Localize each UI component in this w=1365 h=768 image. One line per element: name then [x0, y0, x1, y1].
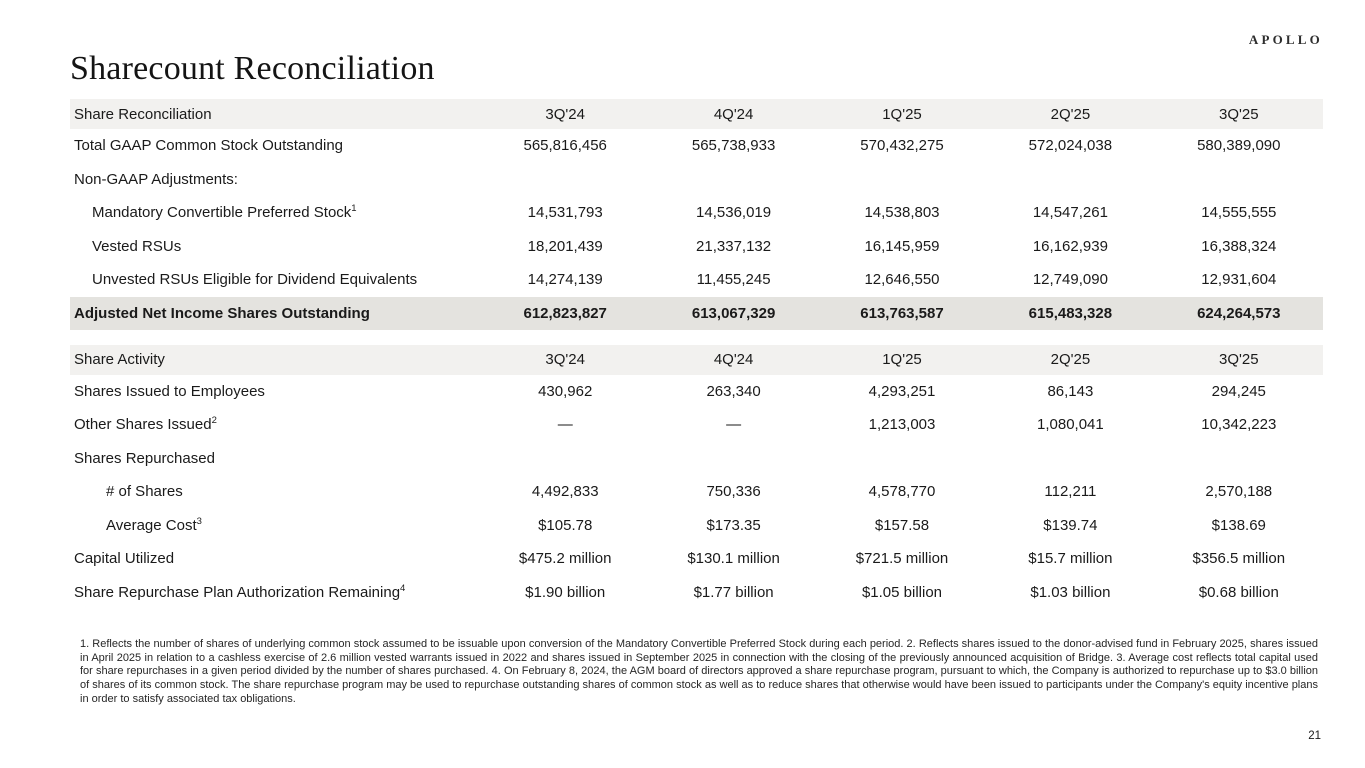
page-title: Sharecount Reconciliation [70, 50, 435, 87]
row-label [70, 137, 481, 154]
row-label-text: Vested RSUs [92, 237, 182, 255]
footnote-reference: 3 [196, 515, 202, 527]
column-header: 2Q'25 [1050, 105, 1091, 123]
column-header: 3Q'24 [545, 105, 585, 123]
column-header: 3Q'25 [1219, 351, 1259, 368]
column-header: 4Q'24 [713, 105, 754, 123]
cell-value: 572,024,038 [1028, 137, 1113, 155]
cell-value: 10,342,223 [1201, 416, 1277, 434]
tables-container [70, 99, 1323, 609]
cell-value: 4,492,833 [531, 483, 599, 501]
cell-value: — [726, 416, 742, 434]
row-label-text: Other Shares Issued [74, 416, 212, 434]
row-label-text: Shares Repurchased [74, 449, 215, 467]
cell-value: $173.35 [706, 516, 761, 534]
table-row [70, 576, 1323, 610]
data-table [70, 99, 1323, 330]
cell-value: $139.74 [1043, 516, 1098, 534]
column-header: 3Q'24 [545, 351, 585, 368]
table-row [70, 509, 1323, 543]
row-label [70, 171, 481, 188]
apollo-logo: APOLLO [1248, 32, 1323, 47]
table-row [70, 230, 1323, 264]
cell-value: 86,143 [1047, 382, 1094, 400]
column-header: 1Q'25 [882, 351, 922, 368]
cell-value: 565,816,456 [523, 137, 607, 155]
cell-value: 4,293,251 [868, 382, 936, 400]
row-label-text: # of Shares [106, 483, 183, 501]
table-header-row [70, 345, 1323, 375]
cell-value: $721.5 million [855, 550, 949, 568]
cell-value: $138.69 [1211, 516, 1266, 534]
row-label-text: Total GAAP Common Stock Outstanding [74, 137, 344, 155]
cell-value: 4,578,770 [868, 483, 936, 501]
cell-value: 112,211 [1044, 483, 1097, 501]
cell-value: $1.03 billion [1030, 583, 1111, 601]
row-label-text: Share Repurchase Plan Authorization Remaining [74, 583, 401, 601]
cell-value: $1.90 billion [525, 583, 606, 601]
row-label [70, 204, 481, 221]
row-label-text: Average Cost [106, 516, 197, 534]
cell-value: 12,646,550 [864, 271, 940, 289]
table-row [70, 408, 1323, 442]
row-label [70, 271, 481, 288]
cell-value: 12,749,090 [1032, 271, 1108, 289]
cell-value: 565,738,933 [691, 137, 776, 155]
cell-value: 2,570,188 [1205, 483, 1273, 501]
row-label [70, 383, 481, 400]
cell-value: $356.5 million [1192, 550, 1286, 568]
cell-value: 750,336 [706, 483, 761, 501]
cell-value: 21,337,132 [696, 237, 772, 255]
table-row [70, 475, 1323, 509]
row-label-text: Mandatory Convertible Preferred Stock [92, 204, 352, 222]
cell-value: 263,340 [706, 382, 761, 400]
row-label [70, 416, 481, 433]
cell-value: 580,389,090 [1197, 137, 1281, 155]
footnote-reference: 4 [400, 582, 406, 594]
table-section-label: Share Reconciliation [74, 105, 212, 123]
cell-value: $105.78 [538, 516, 593, 534]
table-row [70, 129, 1323, 163]
cell-value: $1.05 billion [861, 583, 943, 601]
table-section-label: Share Activity [74, 351, 165, 368]
cell-value: 16,145,959 [864, 237, 940, 255]
footnotes: 1. Reflects the number of shares of underlying common stock assumed to be issuable upon conversion of the Mandatory Convertible Preferred Stock during each period. 2. Reflects shares issued to the donor-advised fund in February 2025, shares issued in April 2025 in relation to a cashless exercise of 2.6 million vested warrants issued in 2022 and shares issued in September 2025 in connection with the closing of the previously announced acquisition of Bridge. 3. Average cost reflects total capital used for share repurchases in a given period divided by the number of shares purchased. 4. On February 8, 2024, the AGM board of directors approved a share repurchase program, pursuant to which, the Company is authorized to repurchase up to $3.0 billion of shares of its common stock. The share repurchase program may be used to repurchase outstanding shares of common stock as well as to reduce shares that otherwise would have been issued to participants under the Company's equity incentive plans in order to satisfy associated tax obligations. [80, 638, 1318, 705]
footnote-reference: 1 [351, 203, 357, 215]
column-header: 4Q'24 [713, 351, 754, 368]
column-header: 3Q'25 [1219, 105, 1259, 123]
cell-value: — [557, 416, 573, 434]
row-label [70, 483, 481, 500]
cell-value: 16,162,939 [1032, 237, 1108, 255]
cell-value: 16,388,324 [1201, 237, 1277, 255]
cell-value: 18,201,439 [527, 237, 603, 255]
cell-value: $0.68 billion [1198, 583, 1279, 601]
cell-value: 430,962 [538, 382, 593, 400]
table-row [70, 375, 1323, 409]
cell-value: 14,555,555 [1201, 204, 1277, 222]
cell-value: 12,931,604 [1201, 271, 1277, 289]
cell-value: 294,245 [1211, 382, 1266, 400]
footnote-reference: 2 [211, 415, 217, 427]
column-header: 1Q'25 [882, 105, 922, 123]
row-label [70, 584, 481, 601]
page-number: 21 [1308, 730, 1321, 742]
row-label [70, 238, 481, 255]
row-label-text: Adjusted Net Income Shares Outstanding [74, 304, 370, 322]
table-header-row [70, 99, 1323, 129]
cell-value: 615,483,328 [1028, 304, 1113, 322]
data-table [70, 345, 1323, 610]
table-row [70, 442, 1323, 476]
cell-value: 14,538,803 [864, 204, 940, 222]
cell-value: $1.77 billion [693, 583, 774, 601]
cell-value: 613,067,329 [691, 304, 776, 322]
cell-value: $15.7 million [1028, 550, 1113, 568]
table-row [70, 297, 1323, 330]
cell-value: 1,080,041 [1037, 416, 1104, 434]
cell-value: 1,213,003 [868, 416, 936, 434]
row-label [70, 450, 481, 467]
table-row [70, 263, 1323, 297]
cell-value: $475.2 million [518, 550, 612, 568]
row-label-text: Capital Utilized [74, 550, 175, 568]
cell-value: 570,432,275 [860, 137, 944, 155]
cell-value: 613,763,587 [860, 304, 944, 322]
row-label-text: Unvested RSUs Eligible for Dividend Equivalents [92, 271, 418, 289]
row-label-text: Non-GAAP Adjustments: [74, 170, 238, 188]
table-row [70, 542, 1323, 576]
table-row [70, 196, 1323, 230]
row-label [70, 517, 481, 534]
cell-value: $157.58 [874, 516, 930, 534]
row-label [70, 305, 481, 322]
cell-value: 14,274,139 [527, 271, 603, 289]
cell-value: $130.1 million [687, 550, 780, 568]
cell-value: 11,455,245 [696, 271, 771, 289]
cell-value: 14,531,793 [527, 204, 603, 222]
column-header: 2Q'25 [1050, 351, 1091, 368]
cell-value: 612,823,827 [523, 304, 607, 322]
cell-value: 14,547,261 [1032, 204, 1108, 222]
row-label-text: Shares Issued to Employees [74, 382, 265, 400]
cell-value: 14,536,019 [696, 204, 772, 222]
row-label [70, 550, 481, 567]
table-row [70, 163, 1323, 197]
cell-value: 624,264,573 [1197, 304, 1281, 322]
